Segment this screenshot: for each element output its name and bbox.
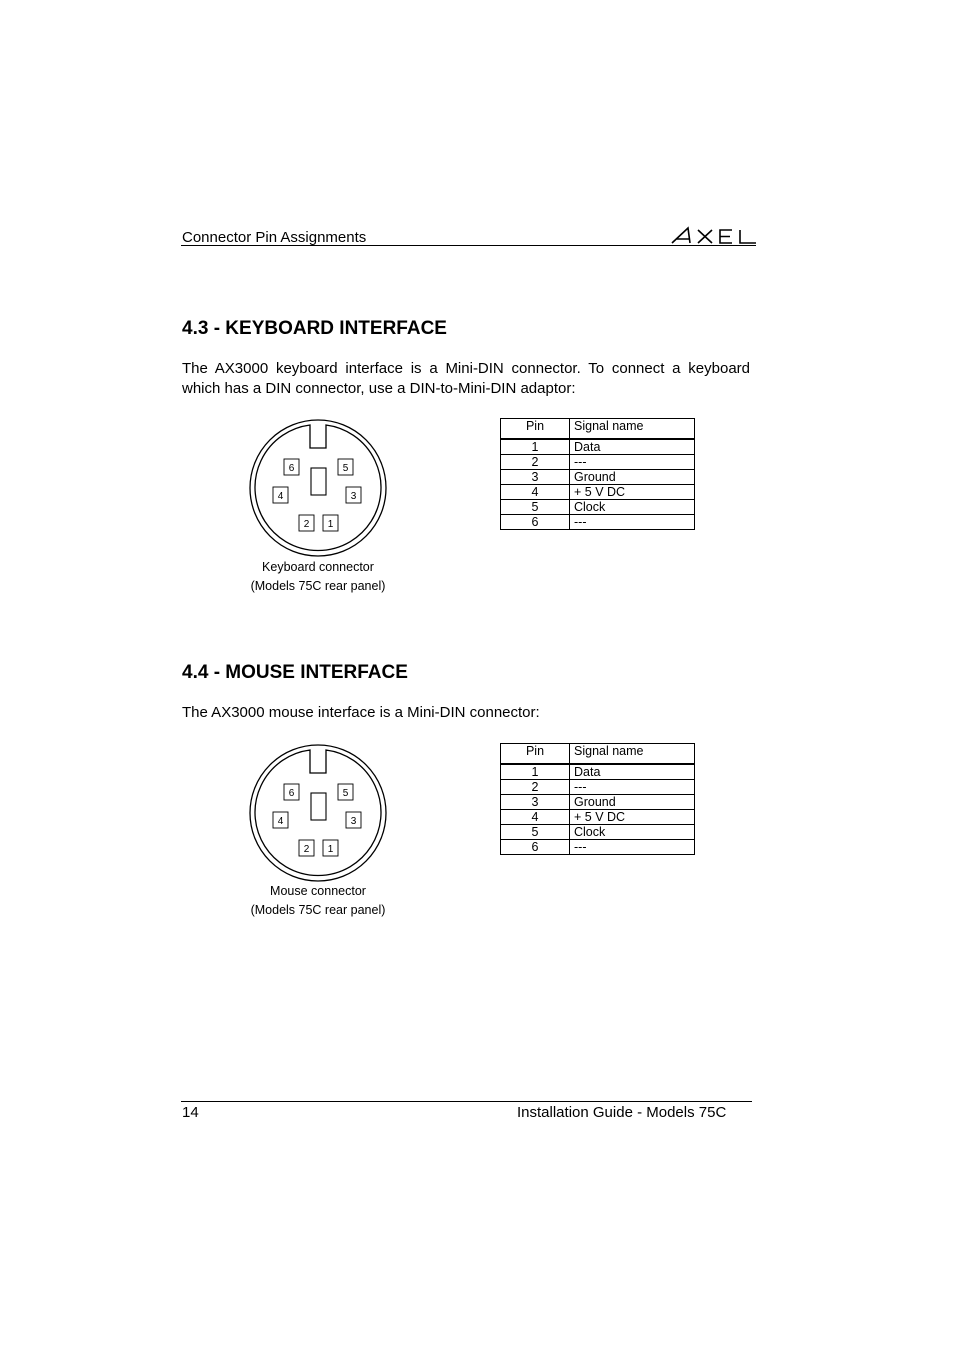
pin-cell: 1 — [501, 764, 570, 780]
signal-cell: Ground — [570, 795, 695, 810]
caption-line1: Mouse connector — [270, 884, 366, 898]
signal-cell: Data — [570, 439, 695, 455]
pin-label-3: 3 — [350, 816, 357, 827]
column-header-signal: Signal name — [570, 744, 695, 765]
table-row — [501, 455, 695, 470]
signal-cell: Data — [570, 764, 695, 780]
section-heading-mouse: 4.4 - MOUSE INTERFACE — [182, 662, 408, 683]
column-header-pin: Pin — [501, 744, 570, 765]
running-header-title: Connector Pin Assignments — [182, 229, 367, 246]
signal-cell: + 5 V DC — [570, 810, 695, 825]
signal-cell: --- — [570, 780, 695, 795]
signal-cell: --- — [570, 455, 695, 470]
mouse-connector-diagram — [248, 743, 388, 883]
pin-label-5: 5 — [342, 463, 349, 474]
pin-label-1: 1 — [327, 519, 334, 530]
pin-cell: 5 — [501, 500, 570, 515]
header-rule — [181, 245, 756, 246]
table-header-row — [501, 744, 695, 765]
mouse-connector-caption — [198, 882, 438, 920]
pin-label-2: 2 — [303, 844, 310, 855]
pin-cell: 4 — [501, 485, 570, 500]
signal-cell: + 5 V DC — [570, 485, 695, 500]
table-row — [501, 500, 695, 515]
pin-label-4: 4 — [277, 491, 284, 502]
page-number: 14 — [182, 1104, 199, 1121]
footer-guide-title: Installation Guide - Models 75C — [517, 1104, 727, 1121]
pin-cell: 5 — [501, 825, 570, 840]
column-header-pin: Pin — [501, 419, 570, 440]
signal-cell: --- — [570, 840, 695, 855]
keyboard-connector-diagram — [248, 418, 388, 558]
pin-cell: 2 — [501, 455, 570, 470]
pin-label-5: 5 — [342, 788, 349, 799]
signal-cell: --- — [570, 515, 695, 530]
axel-logo — [670, 224, 758, 246]
table-row — [501, 840, 695, 855]
signal-cell: Clock — [570, 825, 695, 840]
keyboard-connector-caption — [198, 558, 438, 596]
column-header-signal: Signal name — [570, 419, 695, 440]
pin-cell: 3 — [501, 470, 570, 485]
pin-cell: 3 — [501, 795, 570, 810]
mouse-pin-table — [500, 743, 695, 855]
keyboard-pin-table — [500, 418, 695, 530]
pin-label-2: 2 — [303, 519, 310, 530]
keyboard-paragraph: The AX3000 keyboard interface is a Mini-DIN connector. To connect a keyboard which has a DIN connector, use a DIN-to-Mini-DIN adaptor: — [182, 360, 750, 397]
pin-cell: 6 — [501, 840, 570, 855]
pin-label-4: 4 — [277, 816, 284, 827]
pin-cell: 4 — [501, 810, 570, 825]
table-row — [501, 810, 695, 825]
signal-cell: Clock — [570, 500, 695, 515]
table-row — [501, 439, 695, 455]
caption-line2: (Models 75C rear panel) — [250, 579, 386, 593]
pin-cell: 1 — [501, 439, 570, 455]
section-heading-keyboard: 4.3 - KEYBOARD INTERFACE — [182, 318, 447, 339]
mouse-paragraph: The AX3000 mouse interface is a Mini-DIN connector: — [182, 704, 540, 721]
footer-rule — [181, 1101, 752, 1102]
table-row — [501, 485, 695, 500]
caption-line1: Keyboard connector — [262, 560, 374, 574]
pin-label-6: 6 — [288, 463, 295, 474]
pin-cell: 2 — [501, 780, 570, 795]
table-row — [501, 780, 695, 795]
table-row — [501, 515, 695, 530]
table-row — [501, 825, 695, 840]
table-row — [501, 795, 695, 810]
pin-label-1: 1 — [327, 844, 334, 855]
pin-label-6: 6 — [288, 788, 295, 799]
pin-cell: 6 — [501, 515, 570, 530]
caption-line2: (Models 75C rear panel) — [250, 903, 386, 917]
table-header-row — [501, 419, 695, 440]
table-row — [501, 764, 695, 780]
table-row — [501, 470, 695, 485]
signal-cell: Ground — [570, 470, 695, 485]
pin-label-3: 3 — [350, 491, 357, 502]
